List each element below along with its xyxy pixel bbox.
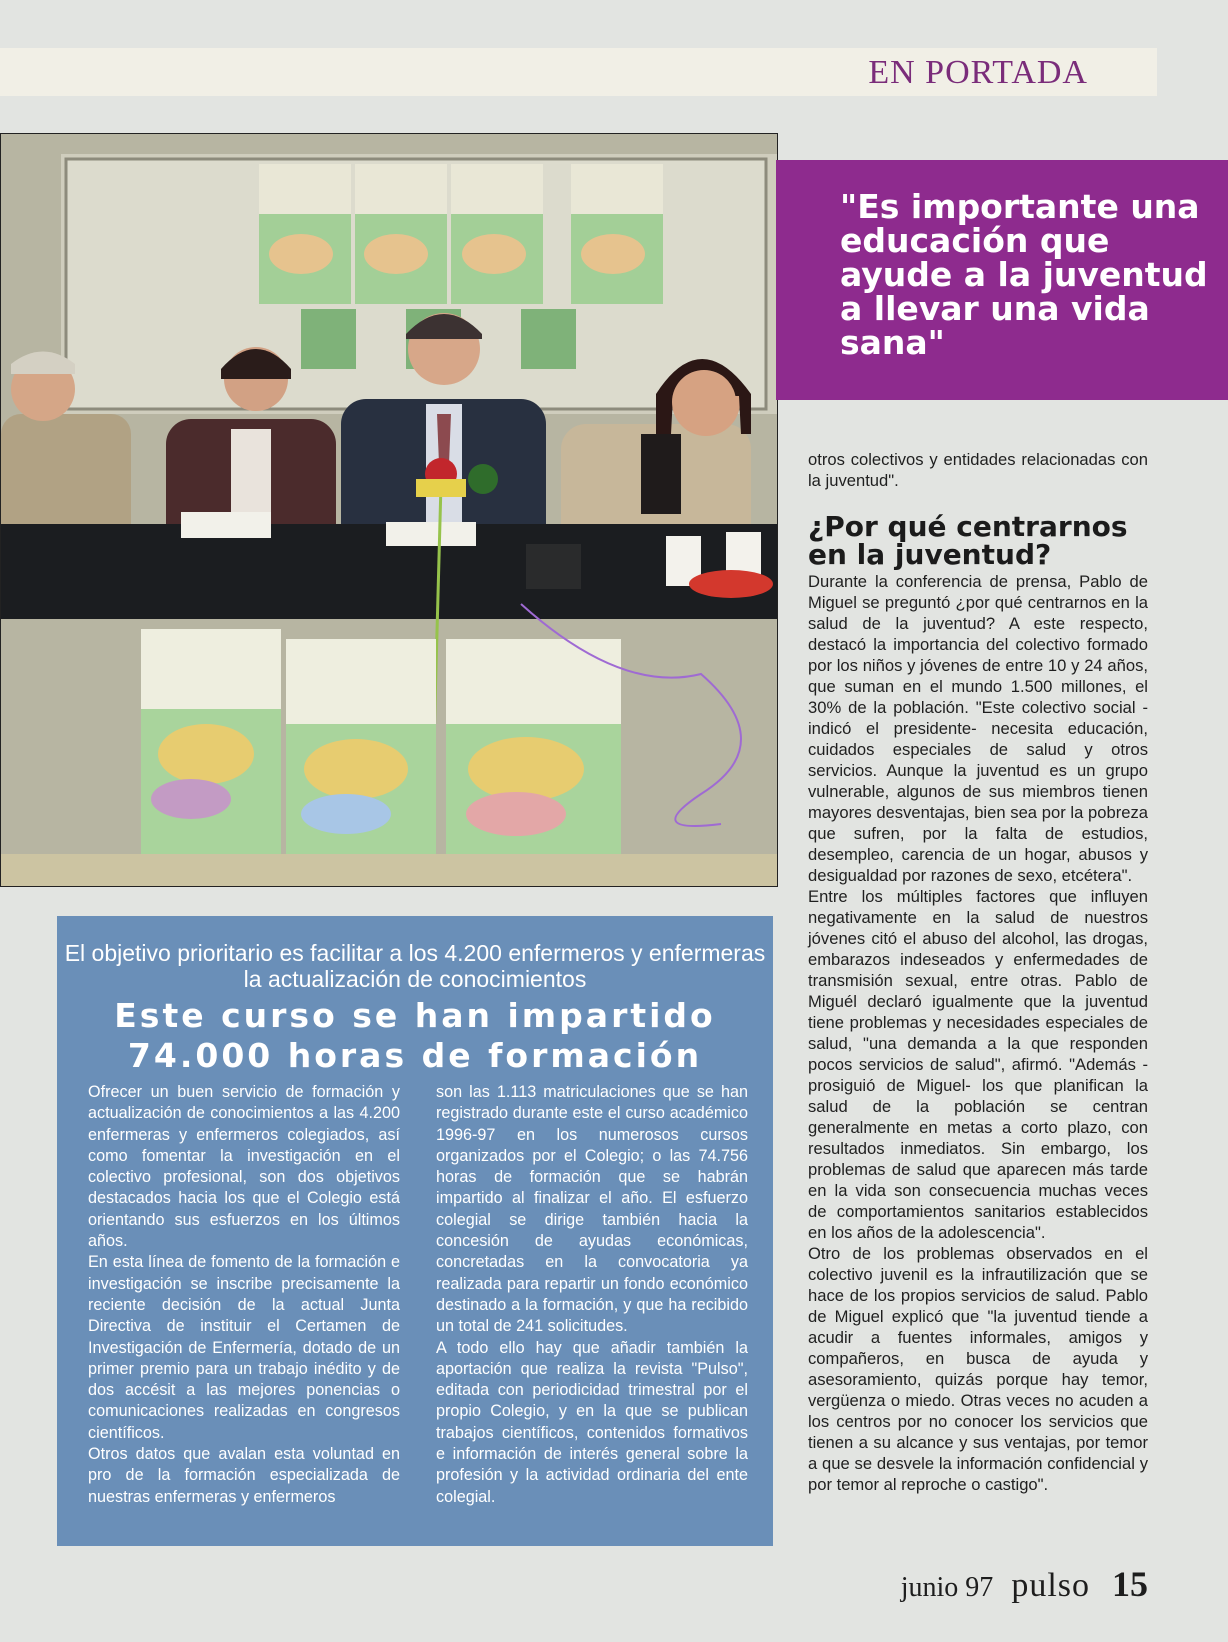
sidebar-title [57, 996, 773, 1076]
sidebar-title-line-2: 74.000 horas de formación [127, 1036, 703, 1075]
paragraph-2: Entre los múltiples factores que influyen negativamente en la salud de nuestros jóvenes citó el abuso del alcohol, las drogas, embarazos indeseados y enfermedades de transmisión sexual, entre otras. Pablo de Miguél declaró igualmente que la juventud tiene problemas y necesidades especiales de salud, "una demanda a la que responden pocos servicios de salud", afirmó. "Además -prosiguió de Miguel- los que planifican la salud de la población se centran generalmente en metas a corto plazo, con resultados inmediatos. Sin embargo, los problemas de salud que aparecen más tarde en la vida son consecuencia muchas veces de comportamientos sanitarios establecidos en los años de la adolescencia". [808, 887, 1148, 1242]
sidebar-left-paragraph-2: En esta línea de fomento de la formación e investigación se inscribe precisamente la reciente decisión de la actual Junta Directiva de instituir el Certamen de Investigación de Enfermería, dotado de un primer premio para un trabajo inédito y de dos accésit a las mejores ponencias o comunicaciones realizadas en congresos científicos. [88, 1253, 400, 1442]
press-conference-photo [0, 133, 778, 887]
section-label: EN PORTADA [868, 54, 1088, 91]
page-number: 15 [1112, 1564, 1148, 1604]
sidebar-column-left [88, 1082, 400, 1508]
paragraph-3: Otro de los problemas observados en el colectivo juvenil es la infrautilización que se hace de los propios servicios de salud. Pablo de Miguel explicó que "la juventud tiende a acudir a fuentes informales, amigos y compañeros, en busca de ayuda y asesoramiento, quizás porque hay temor, vergüenza o miedo. Otras veces no acuden a los centros por no conocer los servicios que tienen a su alcance y sus ventajas, por temor a que se desvele la información confidencial y por temor al reproche o castigo". [808, 1244, 1148, 1494]
footer-date: junio 97 [900, 1572, 994, 1603]
sidebar-left-paragraph-3: Otros datos que avalan esta voluntad en pro de la formación especializada de nuestras enfermeras y enfermeros [88, 1445, 400, 1506]
lead-text: otros colectivos y entidades relacionadas con la juventud". [808, 450, 1148, 490]
page-footer [901, 1563, 1148, 1605]
article-column [808, 449, 1148, 1495]
sidebar-subtitle: El objetivo prioritario es facilitar a los 4.200 enfermeros y enfermeras la actualización de conocimientos [64, 940, 766, 992]
section-heading: ¿Por qué centrarnos en la juventud? [808, 510, 1128, 571]
pull-quote: "Es importante una educación que ayude a la juventud a llevar una vida sana" [840, 187, 1208, 362]
photo-illustration [1, 134, 777, 886]
footer-publication: pulso [1011, 1567, 1090, 1604]
sidebar-right-paragraph-1: son las 1.113 matriculaciones que se han registrado durante este el curso académico 1996-97 en los numerosos cursos organizados por el Colegio; o las 74.756 horas de formación que se habrán impartido al finalizar el año. El esfuerzo colegial se dirige también hacia la concesión de ayudas económicas, concretadas en la convocatoria ya realizada para repartir un fondo económico destinado a la formación, y que ha recibido un total de 241 solicitudes. [436, 1083, 748, 1336]
paragraph-1: Durante la conferencia de prensa, Pablo de Miguel se preguntó ¿por qué centrarnos en la salud de la juventud? A este respecto, destacó la importancia del colectivo formado por los niños y jóvenes de entre 10 y 24 años, que suman en el mundo 1.500 millones, el 30% de la población. "Este colectivo social -indicó el presidente- necesita educación, cuidados especiales de salud y otros servicios. Aunque la juventud es un grupo vulnerable, algunos de sus miembros tienen mayores desventajas, bien sea por la pobreza que sufren, por la falta de estudios, desempleo, carencia de un hogar, abusos y desigualdad por razones de sexo, etcétera". [808, 572, 1148, 885]
sidebar-left-paragraph-1: Ofrecer un buen servicio de formación y actualización de conocimientos a las 4.200 enfermeras y enfermeros colegiados, así como fomentar la investigación en el colectivo profesional, son dos objetivos destacados hacia los que el Colegio está orientando sus esfuerzos en los últimos años. [88, 1083, 400, 1251]
sidebar-title-line-1: Este curso se han impartido [114, 996, 716, 1035]
sidebar-column-right [436, 1082, 748, 1508]
sidebar-right-paragraph-2: A todo ello hay que añadir también la aportación que realiza la revista "Pulso", editada con periodicidad trimestral por el propio Colegio, y en la que se publican trabajos científicos, contenidos formativos e información de interés general sobre la profesión y la actividad ordinaria del ente colegial. [436, 1338, 748, 1506]
